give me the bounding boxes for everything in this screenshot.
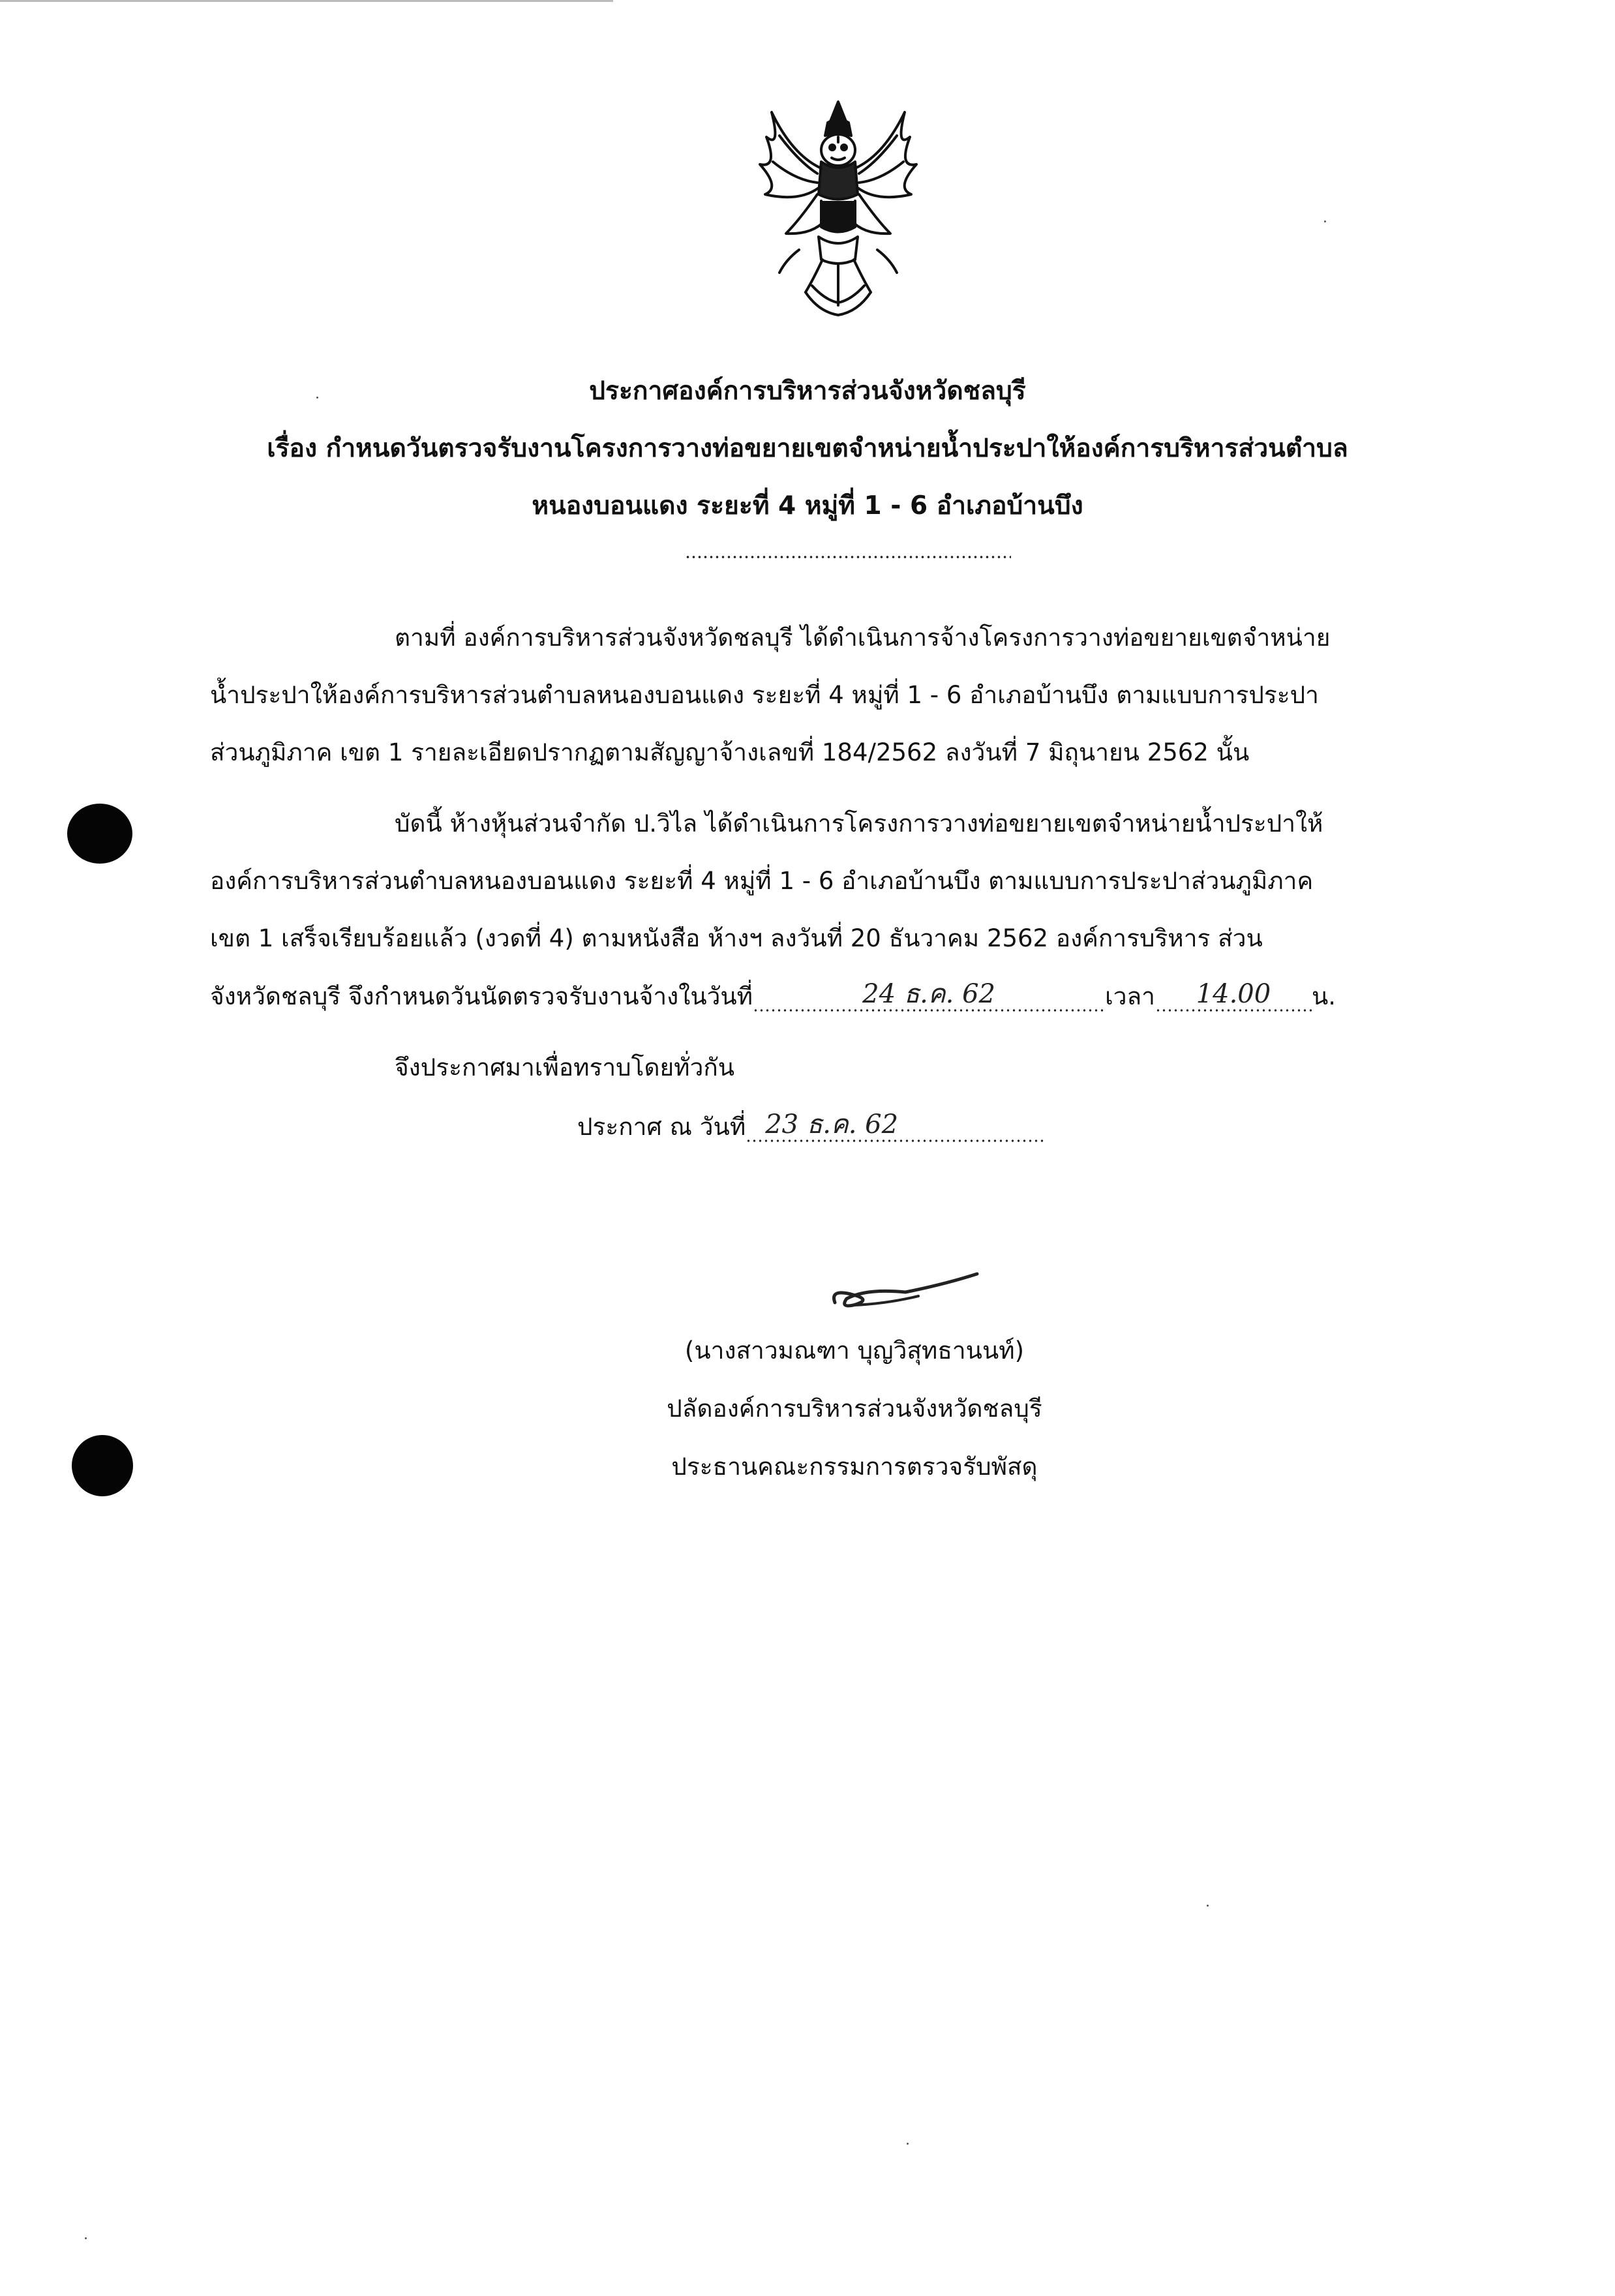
paragraph-2-line-3: เขต 1 เสร็จเรียบร้อยแล้ว (งวดที่ 4) ตามหนังสือ ห้างฯ ลงวันที่ 20 ธันวาคม 2562 องค์การบริหาร ส่วน	[210, 924, 1263, 952]
subject-line-2: หนองบอนแดง ระยะที่ 4 หมู่ที่ 1 - 6 อำเภอบ้านบึง	[532, 491, 1083, 521]
paragraph-1-line-3: ส่วนภูมิภาค เขต 1 รายละเอียดปรากฏตามสัญญาจ้างเลขที่ 184/2562 ลงวันที่ 7 มิถุนายน 2562 นั้น	[210, 738, 1250, 766]
time-suffix: น.	[1311, 982, 1336, 1010]
paragraph-2-line-1: บัดนี้ ห้างหุ้นส่วนจำกัด ป.วิไล ได้ดำเนินการโครงการวางท่อขยายเขตจำหน่ายน้ำประปาให้	[395, 809, 1323, 838]
scan-speck	[316, 397, 318, 399]
signatory-name: (นางสาวมณฑา บุญวิสุทธานนท์)	[684, 1337, 1025, 1365]
announcement-title: ประกาศองค์การบริหารส่วนจังหวัดชลบุรี	[589, 376, 1026, 406]
signature-icon	[827, 1262, 984, 1321]
scan-speck	[907, 2143, 909, 2145]
inspection-time-handwritten: 14.00	[1196, 979, 1271, 1009]
paragraph-1-line-1: ตามที่ องค์การบริหารส่วนจังหวัดชลบุรี ได้ดำเนินการจ้างโครงการวางท่อขยายเขตจำหน่าย	[395, 624, 1331, 652]
inspection-date-label: จังหวัดชลบุรี จึงกำหนดวันนัดตรวจรับงานจ้างในวันที่	[210, 982, 753, 1010]
scan-speck	[1207, 1905, 1209, 1907]
paragraph-1-line-2: น้ำประปาให้องค์การบริหารส่วนตำบลหนองบอนแดง ระยะที่ 4 หมู่ที่ 1 - 6 อำเภอบ้านบึง ตามแบบการประปา	[210, 681, 1319, 709]
scan-edge-line	[0, 0, 613, 2]
inspection-time-field	[1155, 979, 1312, 1012]
scan-speck	[85, 2237, 87, 2239]
inspection-date-handwritten: 24 ธ.ค. 62	[862, 979, 995, 1009]
closing-text: จึงประกาศมาเพื่อทราบโดยทั่วกัน	[395, 1053, 735, 1081]
announce-date-field	[746, 1110, 1046, 1142]
garuda-emblem-icon	[740, 97, 936, 322]
paragraph-2-line-2: องค์การบริหารส่วนตำบลหนองบอนแดง ระยะที่ 4 หมู่ที่ 1 - 6 อำเภอบ้านบึง ตามแบบการประปาส่วนภูมิภาค	[210, 867, 1314, 895]
punch-hole-top	[67, 804, 132, 864]
dotted-separator	[685, 554, 1011, 560]
signatory-position: ปลัดองค์การบริหารส่วนจังหวัดชลบุรี	[667, 1395, 1042, 1423]
punch-hole-bottom	[72, 1435, 133, 1496]
scan-speck	[1324, 220, 1326, 222]
announce-date-handwritten: 23 ธ.ค. 62	[765, 1110, 899, 1140]
paragraph-2-line-4	[210, 979, 1336, 1012]
time-label: เวลา	[1105, 982, 1155, 1010]
announce-date-line	[577, 1112, 1046, 1142]
subject-line-1: เรื่อง กำหนดวันตรวจรับงานโครงการวางท่อขยายเขตจำหน่ายน้ำประปาให้องค์การบริหารส่วนตำบล	[267, 434, 1348, 463]
announce-date-label: ประกาศ ณ วันที่	[577, 1113, 746, 1141]
inspection-date-field	[753, 979, 1105, 1012]
committee-role: ประธานคณะกรรมการตรวจรับพัสดุ	[671, 1453, 1038, 1481]
